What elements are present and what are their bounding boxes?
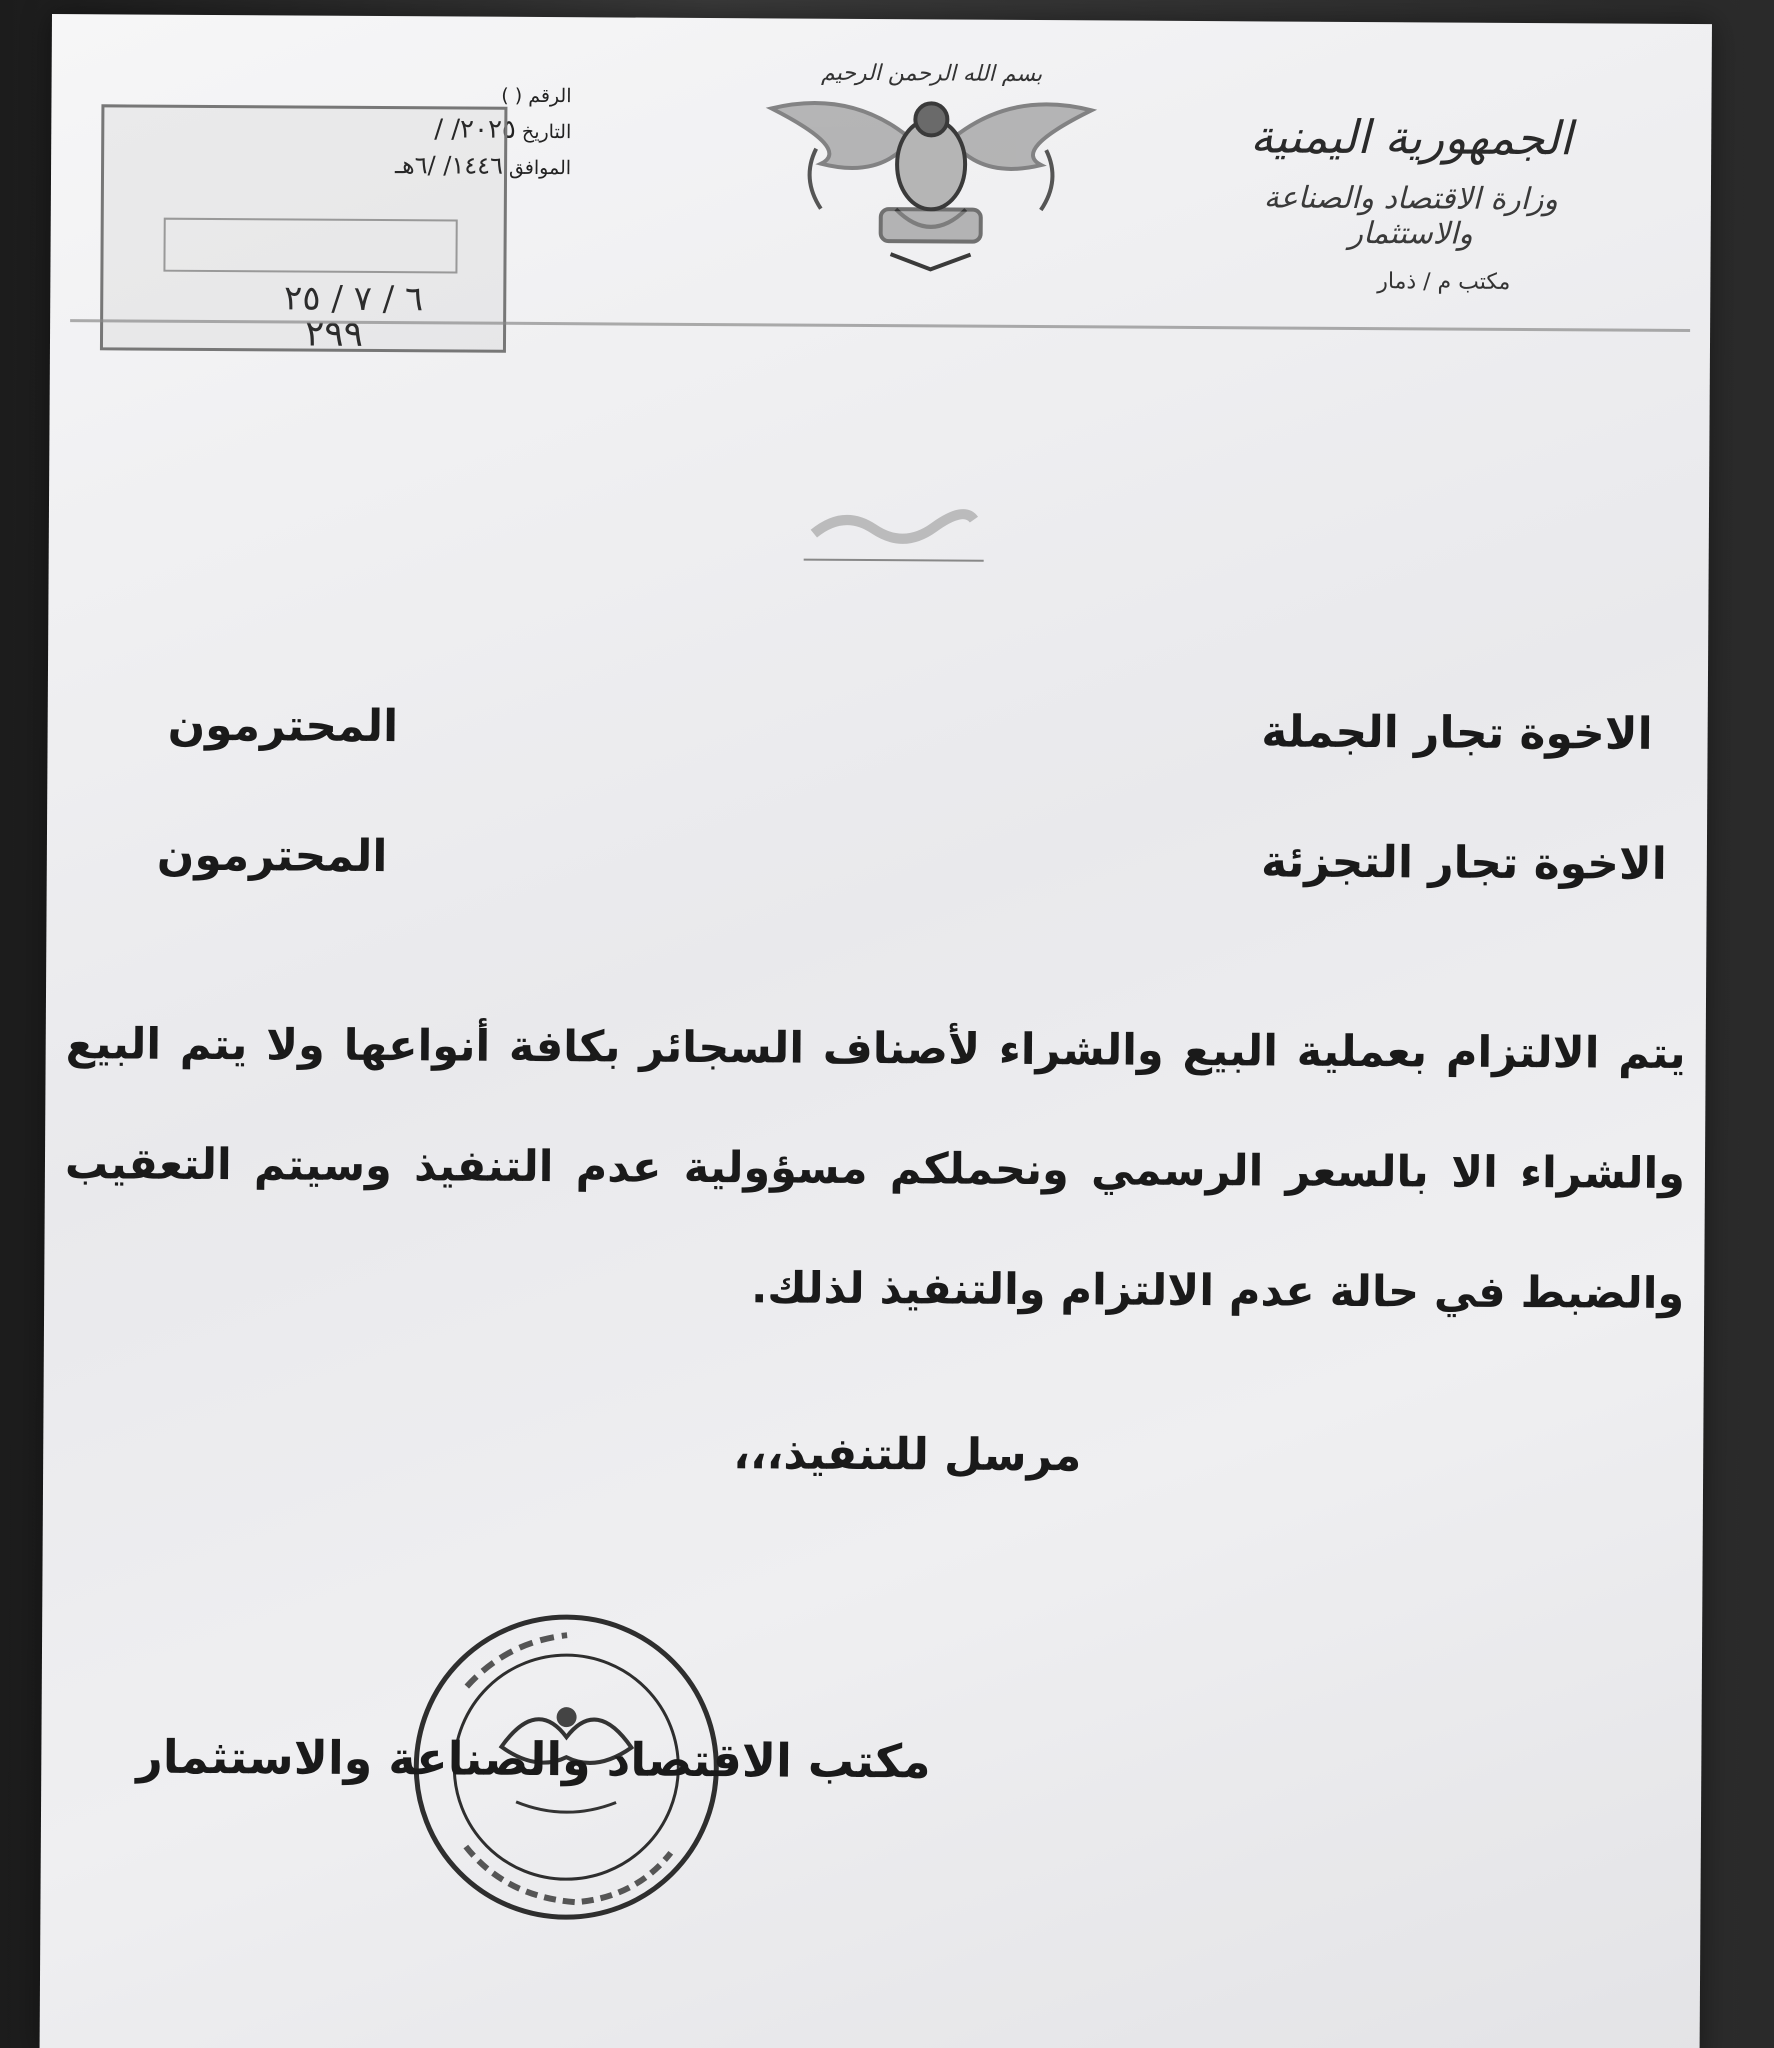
official-letter bbox=[40, 14, 1712, 2048]
ref-date-value: ٢٠٢٥/ / bbox=[434, 114, 517, 145]
ref-corresponding-label: الموافق ١٤٤٦/ /٦هـ bbox=[394, 151, 572, 180]
respected-retail: المحترمون bbox=[156, 829, 388, 883]
stamp-date: ٦ / ٧ / ٢٥ bbox=[283, 278, 424, 320]
faint-stamp-mark bbox=[804, 489, 984, 562]
basmala: بسم الله الرحمن الرحيم bbox=[821, 60, 1043, 88]
stamp-number: ٢٩٩ bbox=[304, 313, 364, 355]
respected-wholesale: المحترمون bbox=[167, 699, 399, 753]
body-line-3: والضبط في حالة عدم الالتزام والتنفيذ لذلك. bbox=[750, 1263, 1685, 1319]
body-line-1: يتم الالتزام بعملية البيع والشراء لأصناف السجائر بكافة أنواعها ولا يتم البيع bbox=[65, 1019, 1686, 1079]
addressee-retail: الاخوة تجار التجزئة bbox=[1260, 836, 1667, 890]
republic-title: الجمهورية اليمنية bbox=[1250, 109, 1573, 166]
closing-text: مرسل للتنفيذ،،، bbox=[733, 1428, 1082, 1482]
ref-hijri-value: ١٤٤٦/ /٦هـ bbox=[394, 151, 504, 180]
signing-office: مكتب الاقتصاد والصناعة والاستثمار bbox=[136, 1729, 931, 1789]
eagle-emblem-icon bbox=[760, 68, 1101, 280]
faint-stamp-icon bbox=[804, 489, 984, 560]
ref-date-label: التاريخ ٢٠٢٥/ / bbox=[434, 114, 572, 145]
incoming-stamp bbox=[100, 104, 507, 355]
body-line-2: والشراء الا بالسعر الرسمي ونحملكم مسؤولية عدم التنفيذ وسيتم التعقيب bbox=[64, 1139, 1686, 1199]
ref-number-label: الرقم ( ) bbox=[501, 84, 572, 108]
ministry-title: وزارة الاقتصاد والصناعة والاستثمار bbox=[1263, 180, 1559, 252]
stamp-inner-box bbox=[163, 218, 457, 274]
letterhead-ministry bbox=[1200, 111, 1621, 295]
office-name: مكتب م / ذمار bbox=[1377, 268, 1511, 295]
addressee-wholesale: الاخوة تجار الجملة bbox=[1261, 706, 1653, 760]
